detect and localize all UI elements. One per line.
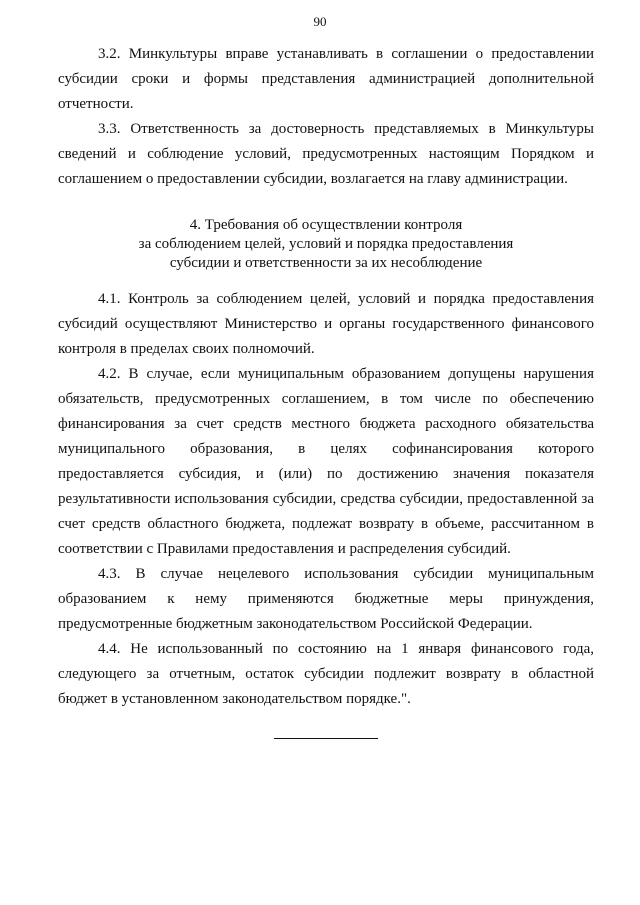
paragraph-3-2: 3.2. Минкультуры вправе устанавливать в соглашении о предоставлении субсидии сроки и формы представления администрацией дополнительной отчетности. <box>58 46 594 112</box>
end-separator-line <box>274 738 378 739</box>
document-body <box>58 42 594 739</box>
section-4-heading <box>58 216 594 273</box>
paragraph-3-3: 3.3. Ответственность за достоверность представляемых в Минкультуры сведений и соблюдение условий, предусмотренных настоящим Порядком и соглашением о предоставлении субсидии, возлагается на главу администрации. <box>58 121 594 187</box>
paragraph-4-4: 4.4. Не использованный по состоянию на 1 января финансового года, следующего за отчетным, остаток субсидии подлежит возврату в областной бюджет в установленном законодательством порядке.". <box>58 641 594 707</box>
section-4-heading-line-3: субсидии и ответственности за их несоблюдение <box>169 255 483 271</box>
page-number: 90 <box>313 14 327 29</box>
section-4-heading-line-1: 4. Требования об осуществлении контроля <box>189 217 463 233</box>
paragraph-4-2: 4.2. В случае, если муниципальным образованием допущены нарушения обязательств, предусмотренных соглашением, в том числе по обеспечению финансирования за счет средств местного бюджета расходного обязательства муниципального образования, в целях софинансирования которого предоставляется субсидия, и (или) по достижению значения показателя результативности использования субсидии, средства субсидии, предоставленной за счет средств областного бюджета, подлежат возврату в объеме, рассчитанном в соответствии с Правилами предоставления и распределения субсидий. <box>58 366 594 557</box>
section-4-heading-line-2: за соблюдением целей, условий и порядка предоставления <box>138 236 514 252</box>
paragraph-4-1: 4.1. Контроль за соблюдением целей, условий и порядка предоставления субсидий осуществляют Министерство и органы государственного финансового контроля в пределах своих полномочий. <box>58 291 594 357</box>
paragraph-4-3: 4.3. В случае нецелевого использования субсидии муниципальным образованием к нему применяются бюджетные меры принуждения, предусмотренные бюджетным законодательством Российской Федерации. <box>58 566 594 632</box>
